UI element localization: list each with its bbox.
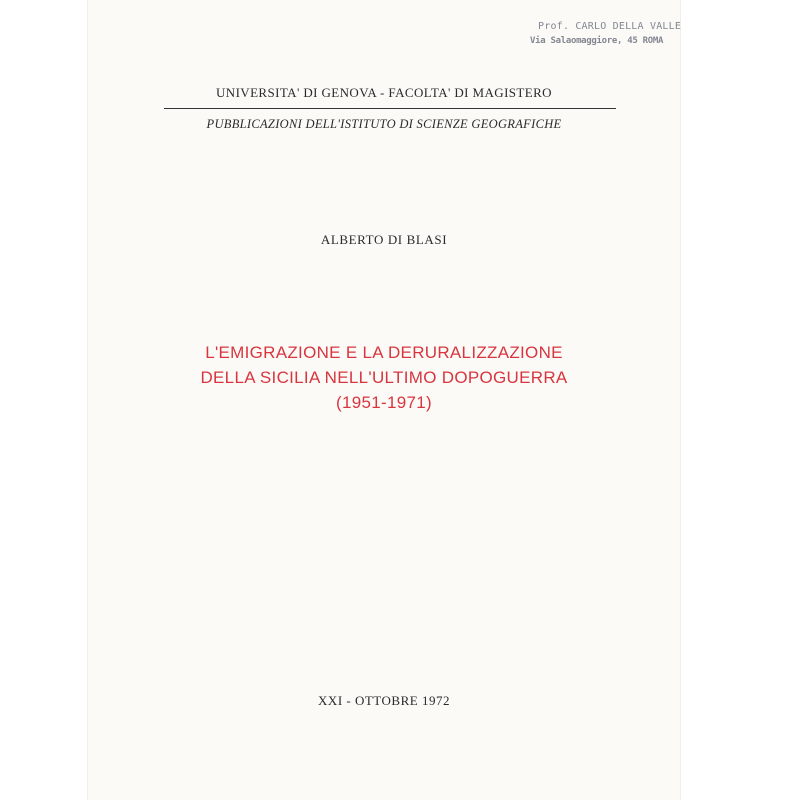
title-line-2: DELLA SICILIA NELL'ULTIMO DOPOGUERRA [200,368,568,387]
stamp-name: Prof. CARLO DELLA VALLE [538,21,682,32]
document-title [88,340,680,415]
institution-heading: UNIVERSITA' DI GENOVA - FACOLTA' DI MAGISTERO [216,85,552,100]
header-divider [164,108,616,109]
author-name: ALBERTO DI BLASI [320,232,448,247]
title-line-1: L'EMIGRAZIONE E LA DERURALIZZAZIONE [205,343,563,362]
owner-stamp [530,20,682,52]
stamp-address: Via Salaomaggiore, 45 ROMA [530,36,664,46]
title-years: (1951-1971) [336,393,432,412]
document-page [88,0,680,800]
issue-date: XXI - OTTOBRE 1972 [318,693,450,708]
series-subtitle: PUBBLICAZIONI DELL'ISTITUTO DI SCIENZE GEOGRAFICHE [206,117,562,131]
